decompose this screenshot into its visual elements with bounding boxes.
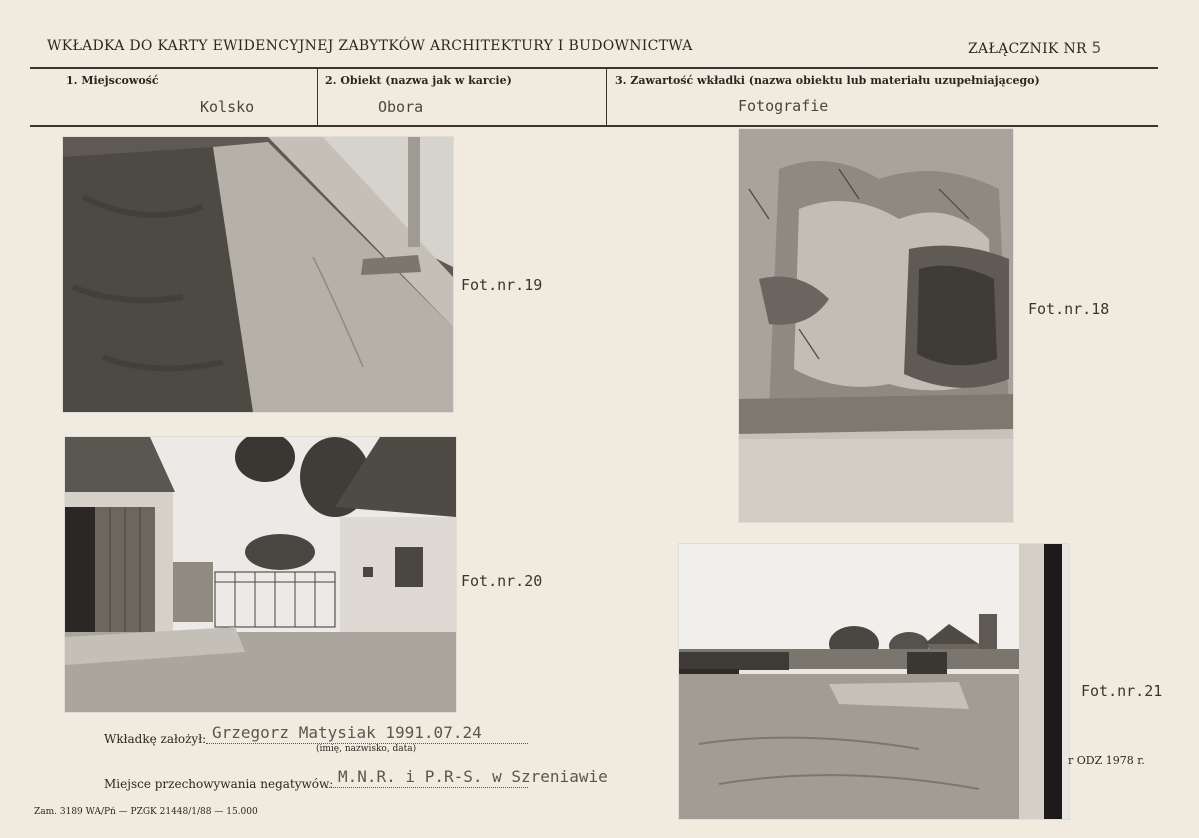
locality-value: Kolsko bbox=[200, 98, 255, 116]
fields-bottom-rule bbox=[30, 125, 1158, 127]
storage-underline bbox=[326, 787, 528, 788]
photo-20 bbox=[64, 436, 457, 713]
storage-label: Miejsce przechowywania negatywów: bbox=[104, 777, 334, 791]
contents-value: Fotografie bbox=[738, 97, 829, 115]
object-label: 2. Obiekt (nazwa jak w karcie) bbox=[325, 74, 512, 87]
top-rule bbox=[30, 67, 1158, 69]
photo-19 bbox=[62, 136, 454, 413]
field-divider-2 bbox=[606, 69, 607, 126]
photo-21 bbox=[678, 543, 1070, 820]
photo-18 bbox=[738, 128, 1014, 523]
attachment-label-text: ZAŁĄCZNIK NR bbox=[968, 41, 1087, 57]
print-info: Zam. 3189 WA/Pń — PZGK 21448/1/88 — 15.000 bbox=[34, 807, 258, 817]
created-hint: (imię, nazwisko, data) bbox=[316, 744, 417, 754]
created-value: Grzegorz Matysiak 1991.07.24 bbox=[212, 723, 482, 742]
edge-note: r ODZ 1978 r. bbox=[1068, 754, 1145, 767]
field-divider-1 bbox=[317, 69, 318, 126]
contents-label: 3. Zawartość wkładki (nazwa obiektu lub materiału uzupełniającego) bbox=[615, 74, 1040, 87]
photo-18-caption: Fot.nr.18 bbox=[1028, 300, 1110, 318]
created-label: Wkładkę założył: bbox=[104, 732, 207, 746]
form-title: WKŁADKA DO KARTY EWIDENCYJNEJ ZABYTKÓW ARCHITEKTURY I BUDOWNICTWA bbox=[47, 38, 693, 54]
object-value: Obora bbox=[378, 98, 424, 116]
locality-label: 1. Miejscowość bbox=[66, 74, 159, 87]
attachment-label bbox=[968, 38, 1102, 57]
photo-19-caption: Fot.nr.19 bbox=[461, 276, 543, 294]
photo-21-caption: Fot.nr.21 bbox=[1081, 682, 1163, 700]
attachment-number: 5 bbox=[1091, 38, 1102, 57]
storage-value: M.N.R. i P.R-S. w Szreniawie bbox=[338, 767, 608, 786]
photo-20-caption: Fot.nr.20 bbox=[461, 572, 543, 590]
